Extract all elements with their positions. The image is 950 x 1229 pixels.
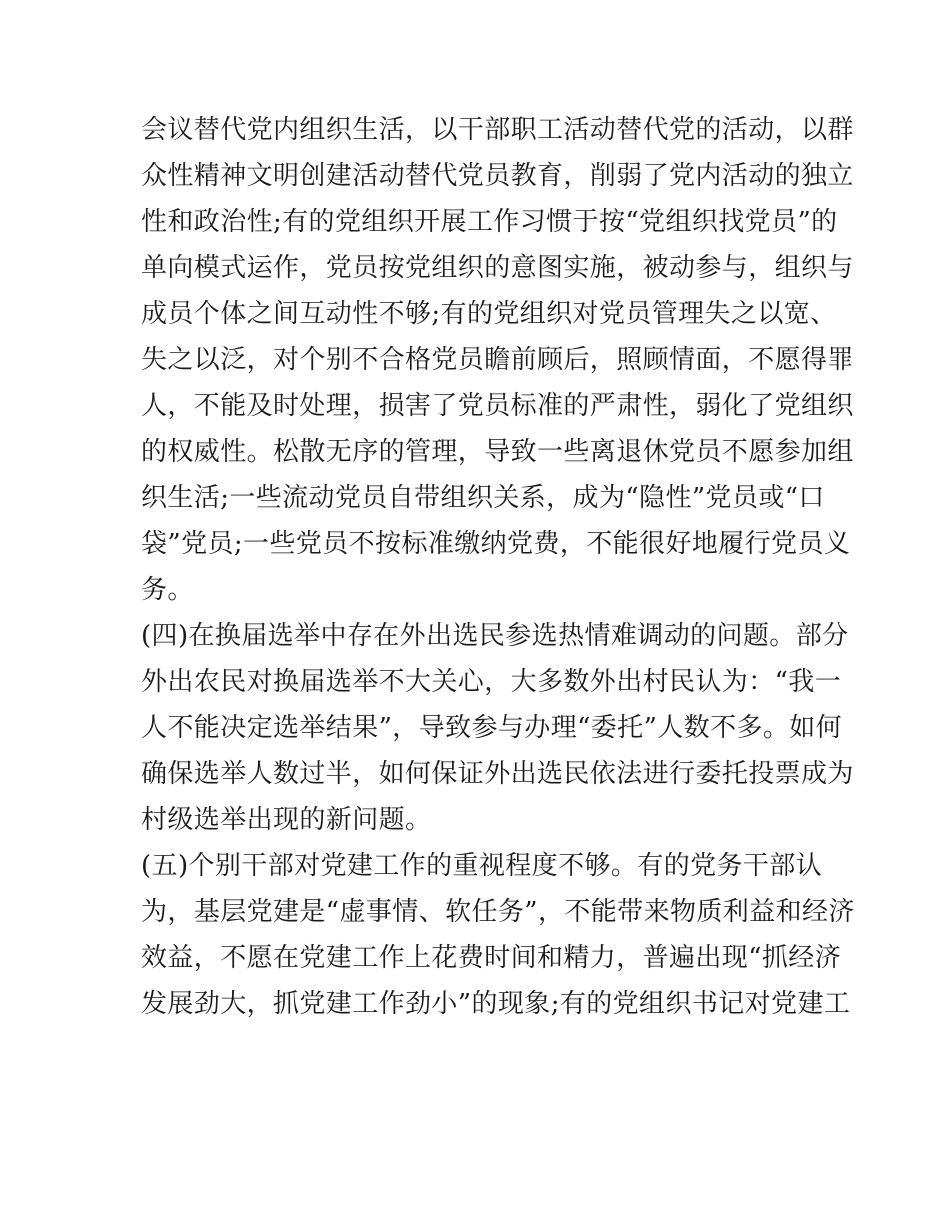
text-line: 人，不能及时处理，损害了党员标准的严肃性，弱化了党组织 xyxy=(141,391,854,421)
text-line: 村级选举出现的新问题。 xyxy=(141,805,432,835)
text-line: 务。 xyxy=(141,575,194,605)
text-line: 效益，不愿在党建工作上花费时间和精力，普遍出现“抓经济 xyxy=(141,943,842,973)
text-line: 外出农民对换届选举不大关心，大多数外出村民认为：“我一 xyxy=(141,667,842,697)
text-line: 性和政治性;有的党组织开展工作习惯于按“党组织找党员”的 xyxy=(141,207,838,237)
text-line: 会议替代党内组织生活，以干部职工活动替代党的活动，以群 xyxy=(141,115,854,145)
text-line: 为，基层党建是“虚事情、软任务”，不能带来物质利益和经济 xyxy=(141,897,855,927)
text-line: 发展劲大，抓党建工作劲小”的现象;有的党组织书记对党建工 xyxy=(141,989,851,1019)
body-text xyxy=(141,107,855,1027)
text-line: 众性精神文明创建活动替代党员教育，削弱了党内活动的独立 xyxy=(141,161,854,191)
section-heading-line: (五)个别干部对党建工作的重视程度不够。有的党务干部认 xyxy=(141,851,823,881)
text-line: 的权威性。松散无序的管理，导致一些离退休党员不愿参加组 xyxy=(141,437,854,467)
text-line: 织生活;一些流动党员自带组织关系，成为“隐性”党员或“口 xyxy=(141,483,825,513)
text-line: 确保选举人数过半，如何保证外出选民依法进行委托投票成为 xyxy=(141,759,854,789)
text-line: 失之以泛，对个别不合格党员瞻前顾后，照顾情面，不愿得罪 xyxy=(141,345,854,375)
text-line: 成员个体之间互动性不够;有的党组织对党员管理失之以宽、 xyxy=(141,299,837,329)
text-line: 单向模式运作，党员按党组织的意图实施，被动参与，组织与 xyxy=(141,253,854,283)
section-heading-line: (四)在换届选举中存在外出选民参选热情难调动的问题。部分 xyxy=(141,621,849,651)
text-line: 人不能决定选举结果”，导致参与办理“委托”人数不多。如何 xyxy=(141,713,843,743)
text-line: 袋”党员;一些党员不按标准缴纳党费，不能很好地履行党员义 xyxy=(141,529,851,559)
